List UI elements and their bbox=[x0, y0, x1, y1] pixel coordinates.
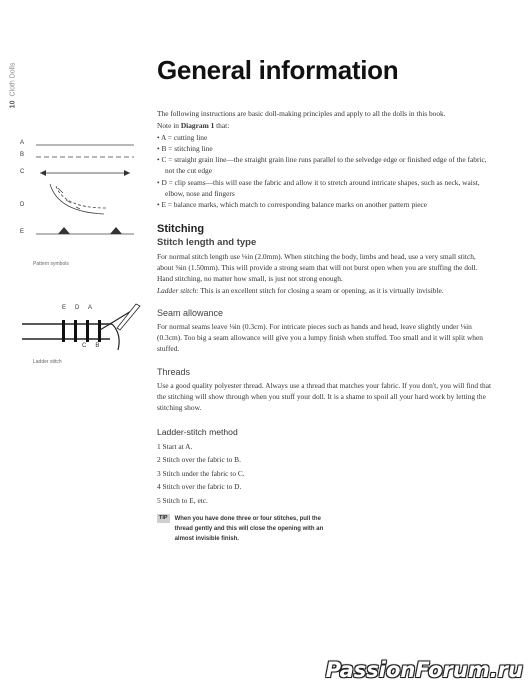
label-e: E bbox=[20, 229, 25, 235]
book-title: Cloth Dolls bbox=[9, 62, 17, 97]
tip-box bbox=[157, 514, 493, 544]
stitch-bar bbox=[98, 320, 101, 342]
list-item: 5 Stitch to E, etc. bbox=[157, 496, 208, 506]
tip-badge: TIP bbox=[159, 514, 168, 521]
page-number: 10 bbox=[9, 100, 17, 108]
list-item: 2 Stitch over the fabric to B. bbox=[157, 455, 241, 465]
stitching-heading: Stitching bbox=[157, 222, 205, 235]
note-suffix: that: bbox=[214, 121, 230, 131]
list-item: • A = cutting line bbox=[157, 132, 493, 143]
stitch-bar bbox=[86, 320, 89, 342]
label-b: B bbox=[20, 152, 25, 158]
ladder-stitch-diagram bbox=[0, 0, 150, 370]
pattern-symbols-caption: Pattern symbols bbox=[33, 261, 69, 267]
ladder-method-heading: Ladder-stitch method bbox=[157, 426, 238, 437]
intro-paragraph: The following instructions are basic doll-making principles and apply to all the dolls in this book. bbox=[157, 109, 446, 118]
note-diagram-ref: Diagram 1 bbox=[180, 121, 215, 131]
ladder-stitch-label: Ladder stitch: bbox=[157, 285, 199, 295]
list-item: 4 Stitch over the fabric to D. bbox=[157, 482, 242, 492]
ladder-top-labels: E D A bbox=[62, 305, 94, 311]
stitch-bar bbox=[62, 320, 65, 342]
label-c: C bbox=[20, 169, 25, 175]
main-content bbox=[157, 108, 493, 544]
ladder-stitch-text: This is an excellent stitch for closing a seam or opening, as it is virtually invisible. bbox=[198, 285, 444, 295]
ladder-bottom-labels: C B bbox=[82, 343, 101, 349]
ladder-stitch-caption: Ladder stitch bbox=[33, 359, 62, 365]
stitch-length-paragraph: For normal stitch length use ⅛in (2.0mm). When stitching the body, limbs and head, use a very small stitch, about ⅜in (1.50mm). This will provide a strong seam that will not burst open when you are stuffing the doll. Hand stitching, no matter how small, is just not strong enough. bbox=[157, 251, 478, 284]
seam-allowance-paragraph: For normal seams leave ⅛in (0.3cm). For intricate pieces such as hands and head, leave slightly under ⅛in (0.3cm). Too big a seam allowance will give you a lumpy finish when stuffed. Too small and it will split when stuffed. bbox=[157, 321, 483, 354]
symbol-list bbox=[157, 132, 493, 211]
list-item: • B = stitching line bbox=[157, 143, 493, 154]
list-item: • D = clip seams—this will ease the fabric and allow it to stretch around intricate shapes, such as neck, waist, elbow, nose and fingers bbox=[157, 177, 493, 200]
ladder-stitch-paragraph bbox=[157, 285, 493, 296]
ladder-steps-list bbox=[157, 440, 493, 508]
list-item: 3 Stitch under the fabric to C. bbox=[157, 468, 245, 478]
watermark: PassionForum.ru bbox=[325, 658, 523, 682]
tip-text: When you have done three or four stitches, pull the thread gently and this will close the opening with an almost invisible finish. bbox=[174, 515, 324, 542]
note-prefix: Note in bbox=[157, 121, 181, 131]
threads-heading: Threads bbox=[157, 366, 191, 377]
stitch-length-heading: Stitch length and type bbox=[157, 236, 257, 248]
page-title: General information bbox=[157, 55, 399, 85]
threads-paragraph: Use a good quality polyester thread. Always use a thread that matches your fabric. If you don't, you will find that the stitching will show through when you stuff your doll. It is a shame to spoil all your hard work by letting the stitching show. bbox=[157, 380, 492, 413]
note-line bbox=[157, 120, 493, 131]
list-item: 1 Start at A. bbox=[157, 441, 193, 451]
stitch-bar bbox=[74, 320, 77, 342]
label-a: A bbox=[20, 140, 25, 146]
label-d: D bbox=[20, 202, 25, 208]
seam-allowance-heading: Seam allowance bbox=[157, 307, 224, 318]
list-item: • C = straight grain line—the straight grain line runs parallel to the selvedge edge or finished edge of the fabric, not the cut edge bbox=[157, 154, 493, 177]
list-item: • E = balance marks, which match to corresponding balance marks on another pattern piece bbox=[157, 199, 493, 210]
